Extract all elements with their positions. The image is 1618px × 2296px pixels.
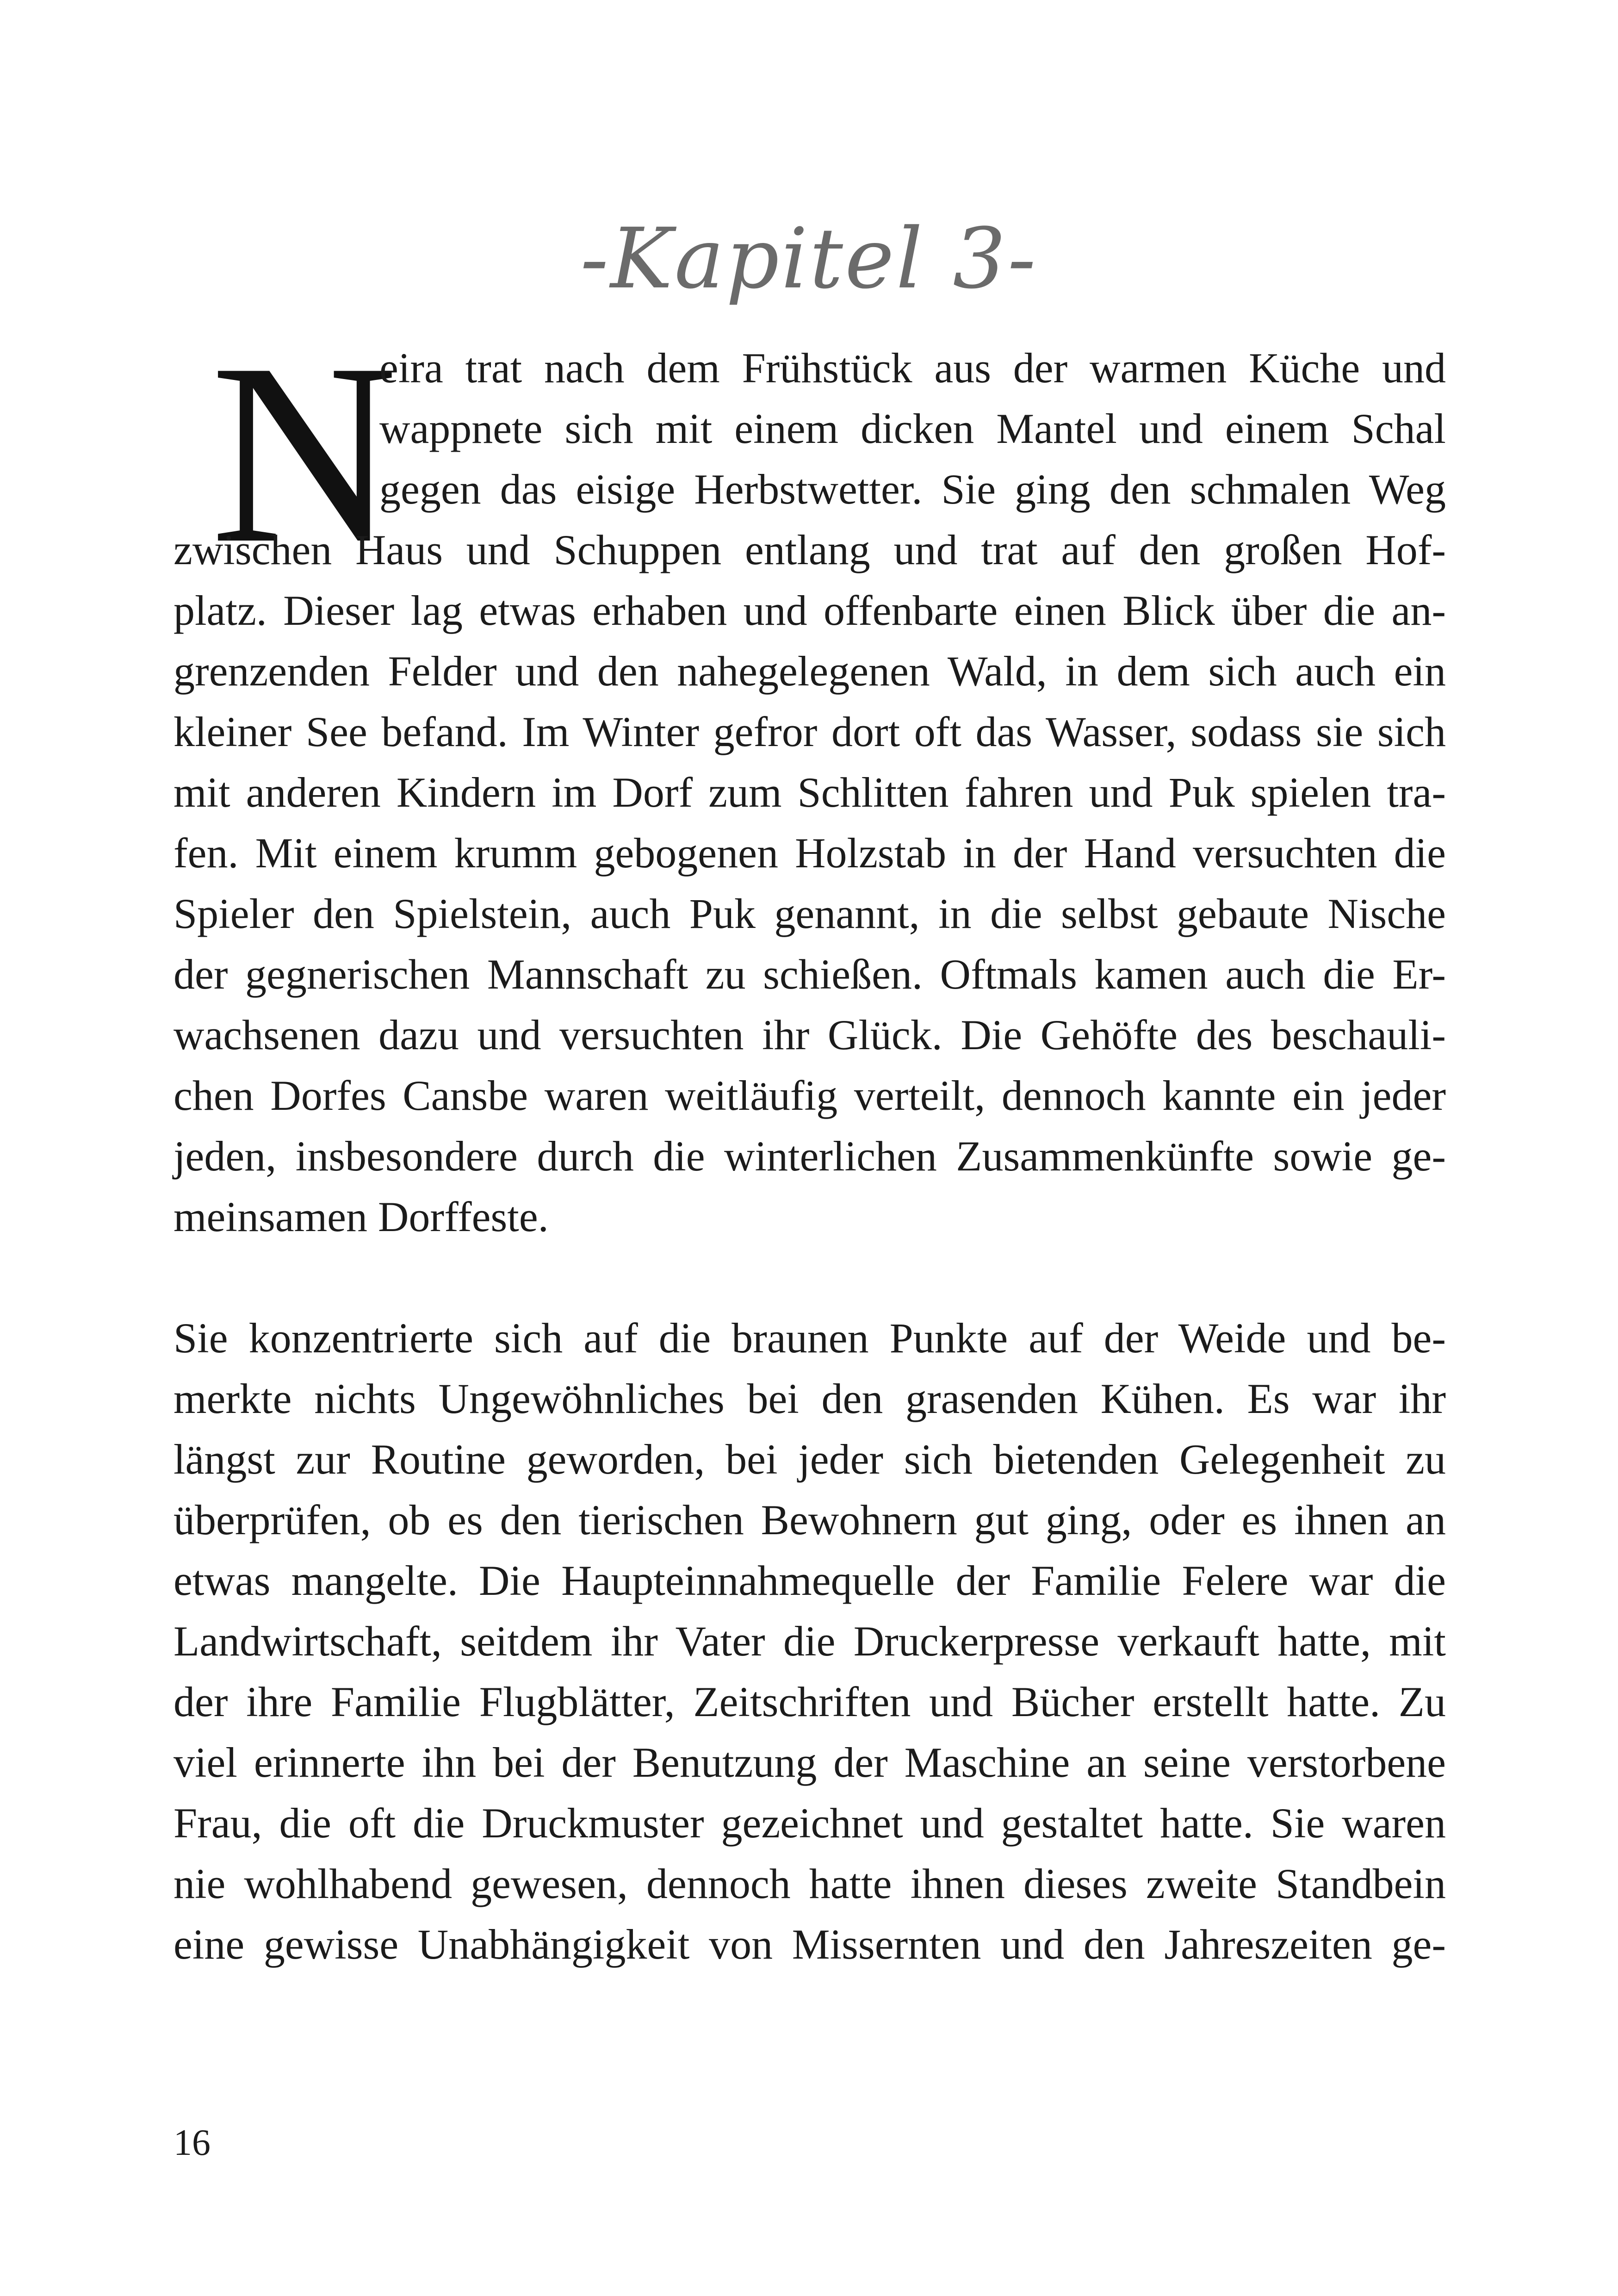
text-line: nie wohlhabend gewesen, dennoch hatte ihnen dieses zweite Standbein (174, 1860, 1446, 1907)
text-line: merkte nichts Ungewöhnliches bei den grasenden Kühen. Es war ihr (174, 1375, 1446, 1422)
text-line: chen Dorfes Cansbe waren weitläufig verteilt, dennoch kannte ein jeder (174, 1072, 1446, 1119)
text-line: Landwirtschaft, seitdem ihr Vater die Druckerpresse verkauft hatte, mit (174, 1618, 1446, 1665)
paragraph-gap (174, 1247, 1446, 1308)
drop-cap-initial: N (211, 310, 398, 597)
text-line: längst zur Routine geworden, bei jeder sich bietenden Gelegenheit zu (174, 1436, 1446, 1483)
text-line: mit anderen Kindern im Dorf zum Schlitten fahren und Puk spielen tra- (174, 769, 1446, 816)
text-line: platz. Dieser lag etwas erhaben und offenbarte einen Blick über die an- (174, 587, 1446, 634)
chapter-title: -Kapitel 3- (580, 211, 1038, 307)
text-line: grenzenden Felder und den nahegelegenen Wald, in dem sich auch ein (174, 647, 1446, 695)
text-line: meinsamen Dorffeste. (174, 1193, 549, 1240)
text-line: zwischen Haus und Schuppen entlang und trat auf den großen Hof- (174, 526, 1446, 573)
text-line: Sie konzentrierte sich auf die braunen Punkte auf der Weide und be- (174, 1314, 1446, 1362)
text-line: jeden, insbesondere durch die winterlichen Zusammenkünfte sowie ge- (174, 1132, 1446, 1180)
text-line: fen. Mit einem krumm gebogenen Holzstab in der Hand versuchten die (174, 829, 1446, 877)
text-line: eira trat nach dem Frühstück aus der warmen Küche und (379, 344, 1446, 392)
body-text (174, 338, 1446, 1975)
text-line: kleiner See befand. Im Winter gefror dort oft das Wasser, sodass sie sich (174, 708, 1446, 755)
text-line: der gegnerischen Mannschaft zu schießen. Oftmals kamen auch die Er- (174, 951, 1446, 998)
text-line: gegen das eisige Herbstwetter. Sie ging den schmalen Weg (379, 466, 1446, 513)
text-line: überprüfen, ob es den tierischen Bewohnern gut ging, oder es ihnen an (174, 1496, 1446, 1543)
page-number: 16 (174, 2122, 211, 2163)
text-line: eine gewisse Unabhängigkeit von Missernten und den Jahreszeiten ge- (174, 1921, 1446, 1968)
text-line: wappnete sich mit einem dicken Mantel und einem Schal (379, 405, 1446, 452)
text-line: Spieler den Spielstein, auch Puk genannt, in die selbst gebaute Nische (174, 890, 1446, 937)
text-line: der ihre Familie Flugblätter, Zeitschriften und Bücher erstellt hatte. Zu (174, 1678, 1446, 1725)
text-line: Frau, die oft die Druckmuster gezeichnet und gestaltet hatte. Sie waren (174, 1799, 1446, 1847)
text-line: etwas mangelte. Die Haupteinnahmequelle der Familie Felere war die (174, 1557, 1446, 1604)
text-line: viel erinnerte ihn bei der Benutzung der Maschine an seine verstorbene (174, 1739, 1446, 1786)
text-line: wachsenen dazu und versuchten ihr Glück. Die Gehöfte des beschauli- (174, 1011, 1446, 1058)
